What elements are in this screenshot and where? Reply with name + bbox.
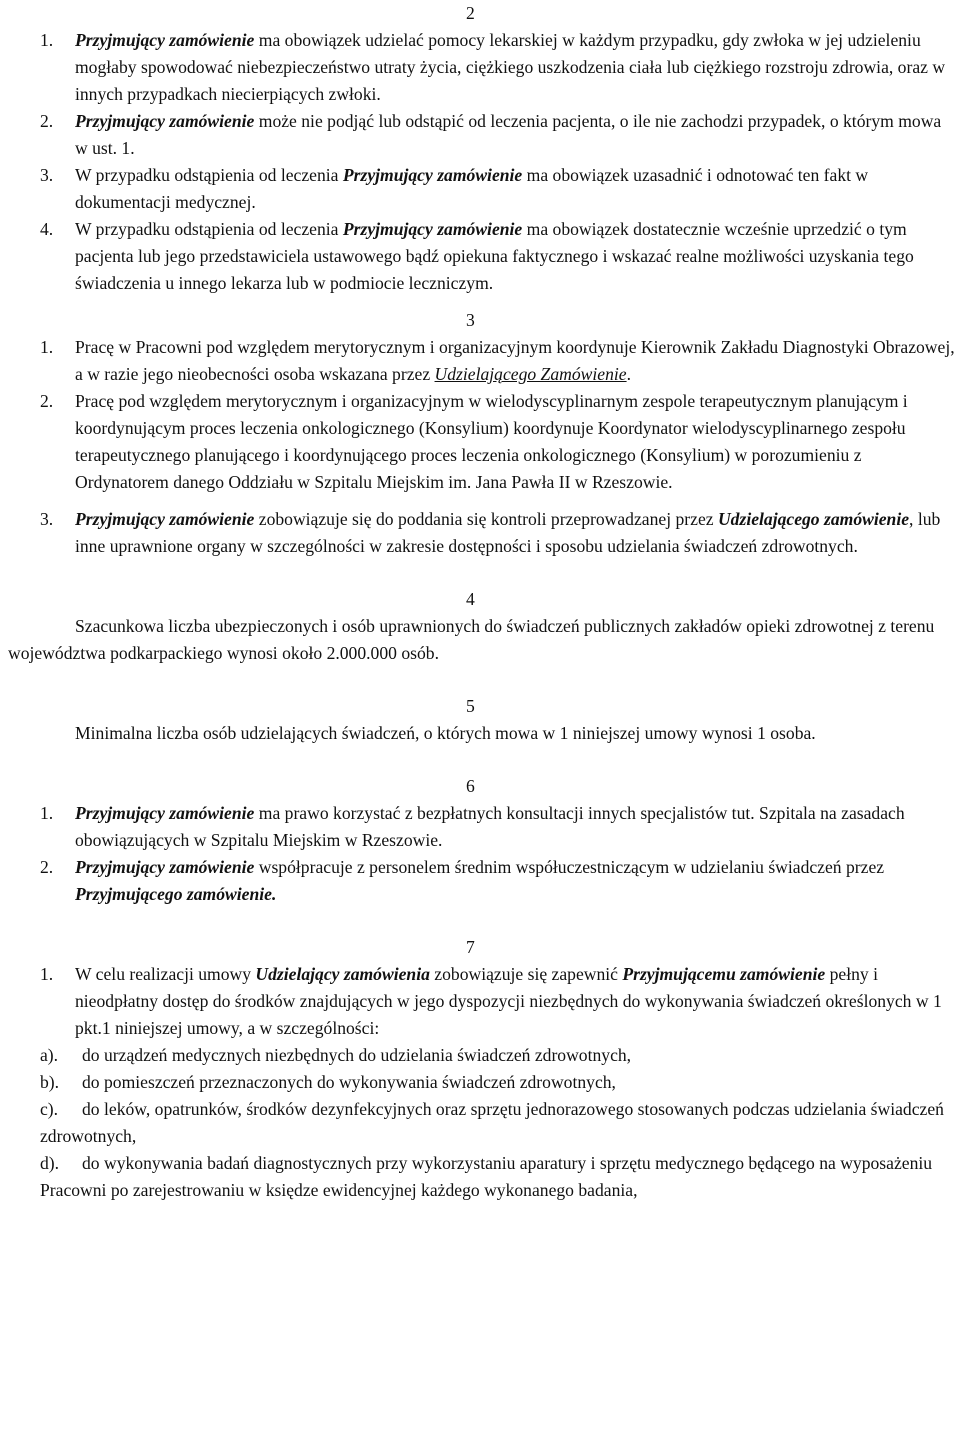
s7-list-item-c: c). do leków, opatrunków, środków dezynfekcyjnych oraz sprzętu jednorazowego stosowanych podczas udzielania świadczeń zdrowotnych, (40, 1099, 944, 1146)
term-emph: Przyjmujący zamówienie (342, 165, 523, 185)
term-emph: Udzielający zamówienia (255, 964, 430, 984)
term-emph: Przyjmujący zamówienie (75, 111, 255, 131)
item-number: 1. (40, 803, 54, 823)
item-number: 1. (40, 964, 54, 984)
s6-item-2 (8, 854, 956, 908)
term-emph: Przyjmujący zamówienie (75, 803, 255, 823)
term-emph: Przyjmującego zamówienie. (75, 884, 277, 904)
s3-item-3 (8, 506, 956, 560)
term-emph: Udzielającego zamówienie (717, 509, 910, 529)
s3-item-1 (8, 334, 956, 388)
s2-item-4 (8, 216, 956, 297)
item-number: 3. (40, 165, 54, 185)
item-text: współpracuje z personelem średnim współuczestniczącym w udzielaniu świadczeń przez (254, 857, 885, 877)
term-emph: Przyjmujący zamówienie (75, 30, 255, 50)
s7-list-item-a: a). do urządzeń medycznych niezbędnych do udzielania świadczeń zdrowotnych, (40, 1045, 632, 1065)
item-number: 4. (40, 219, 54, 239)
item-text: zobowiązuje się do poddania się kontroli przeprowadzanej przez (254, 509, 718, 529)
section-heading-5: 5 (466, 696, 475, 716)
s7-item-1 (8, 961, 956, 1042)
item-text: Pracę pod względem merytorycznym i organizacyjnym w wielodyscyplinarnym zespole terapeutycznym planującym i koordynującym proces leczenia onkologicznego (Konsylium) koordynuje Koordynator wielodyscyplinarnego zespołu terapeutycznego planującego i koordynującego proces leczenia onkologicznego (Konsylium) w porozumieniu z Ordynatorem danego Oddziału w Szpitalu Miejskim im. Jana Pawła II w Rzeszowie. (75, 391, 908, 492)
item-text: ma obowiązek dostatecznie wcześnie uprzedzić o tym pacjenta lub jego przedstawiciela ustawowego bądź opiekuna faktycznego i wskazać realne możliwości uzyskania tego świadczenia u innego lekarza lub w podmiocie leczniczym. (75, 219, 914, 293)
s4-paragraph: Szacunkowa liczba ubezpieczonych i osób uprawnionych do świadczeń publicznych zakładów opieki zdrowotnej z terenu województwa podkarpackiego wynosi około 2.000.000 osób. (8, 616, 935, 663)
term-emph: Przyjmującemu zamówienie (622, 964, 826, 984)
item-text: , lub inne uprawnione organy w szczególności w zakresie dostępności i sposobu udzielania świadczeń zdrowotnych. (75, 509, 941, 556)
item-text: . (626, 364, 631, 384)
s6-item-1 (8, 800, 956, 854)
item-text: może nie podjąć lub odstąpić od leczenia pacjenta, o ile nie zachodzi przypadek, o którym mowa w ust. 1. (75, 111, 942, 158)
item-number: 3. (40, 509, 54, 529)
item-text: zobowiązuje się zapewnić (429, 964, 623, 984)
s7-list-item-b: b). do pomieszczeń przeznaczonych do wykonywania świadczeń zdrowotnych, (40, 1072, 616, 1092)
item-text: ma obowiązek udzielać pomocy lekarskiej w każdym przypadku, gdy zwłoka w jej udzieleniu mogłaby spowodować niebezpieczeństwo utraty życia, ciężkiego uszkodzenia ciała lub ciężkiego rozstroju zdrowia, oraz w innych przypadkach niecierpiących zwłoki. (75, 30, 946, 104)
item-text: W celu realizacji umowy (75, 964, 256, 984)
s7-list-item-d: d). do wykonywania badań diagnostycznych przy wykorzystaniu aparatury i sprzętu medycznego będącego na wyposażeniu Pracowni po zarejestrowaniu w księdze ewidencyjnej każdego wykonanego badania, (40, 1153, 933, 1200)
item-text: W przypadku odstąpienia od leczenia (75, 165, 343, 185)
s5-paragraph: Minimalna liczba osób udzielających świadczeń, o których mowa w 1 niniejszej umowy wynosi 1 osoba. (75, 723, 816, 743)
s2-item-3 (8, 162, 956, 216)
item-text: ma prawo korzystać z bezpłatnych konsultacji innych specjalistów tut. Szpitala na zasadach obowiązujących w Szpitalu Miejskim w Rzeszowie. (75, 803, 905, 850)
term-emph: Przyjmujący zamówienie (75, 857, 255, 877)
item-number: 2. (40, 857, 54, 877)
s2-item-2 (8, 108, 956, 162)
item-number: 2. (40, 111, 54, 131)
item-text: pełny i nieodpłatny dostęp do środków znajdujących w jego dyspozycji niezbędnych do wykonywania świadczeń określonych w 1 pkt.1 niniejszej umowy, a w szczególności: (75, 964, 942, 1038)
section-heading-3: 3 (466, 310, 475, 330)
s2-item-1 (8, 27, 956, 108)
item-text: ma obowiązek uzasadnić i odnotować ten fakt w dokumentacji medycznej. (75, 165, 869, 212)
section-heading-7: 7 (466, 937, 475, 957)
s3-item-2 (8, 388, 956, 496)
term-emph: Przyjmujący zamówienie (342, 219, 523, 239)
term-emph: Przyjmujący zamówienie (75, 509, 255, 529)
section-heading-4: 4 (466, 589, 475, 609)
term-emph: Udzielającego Zamówienie (434, 364, 627, 384)
item-number: 1. (40, 337, 54, 357)
item-number: 2. (40, 391, 54, 411)
section-heading-6: 6 (466, 776, 475, 796)
item-text: W przypadku odstąpienia od leczenia (75, 219, 343, 239)
item-text: Pracę w Pracowni pod względem merytorycznym i organizacyjnym koordynuje Kierownik Zakładu Diagnostyki Obrazowej, a w razie jego nieobecności osoba wskazana przez (75, 337, 955, 384)
item-number: 1. (40, 30, 54, 50)
section-heading-2: 2 (466, 3, 475, 23)
